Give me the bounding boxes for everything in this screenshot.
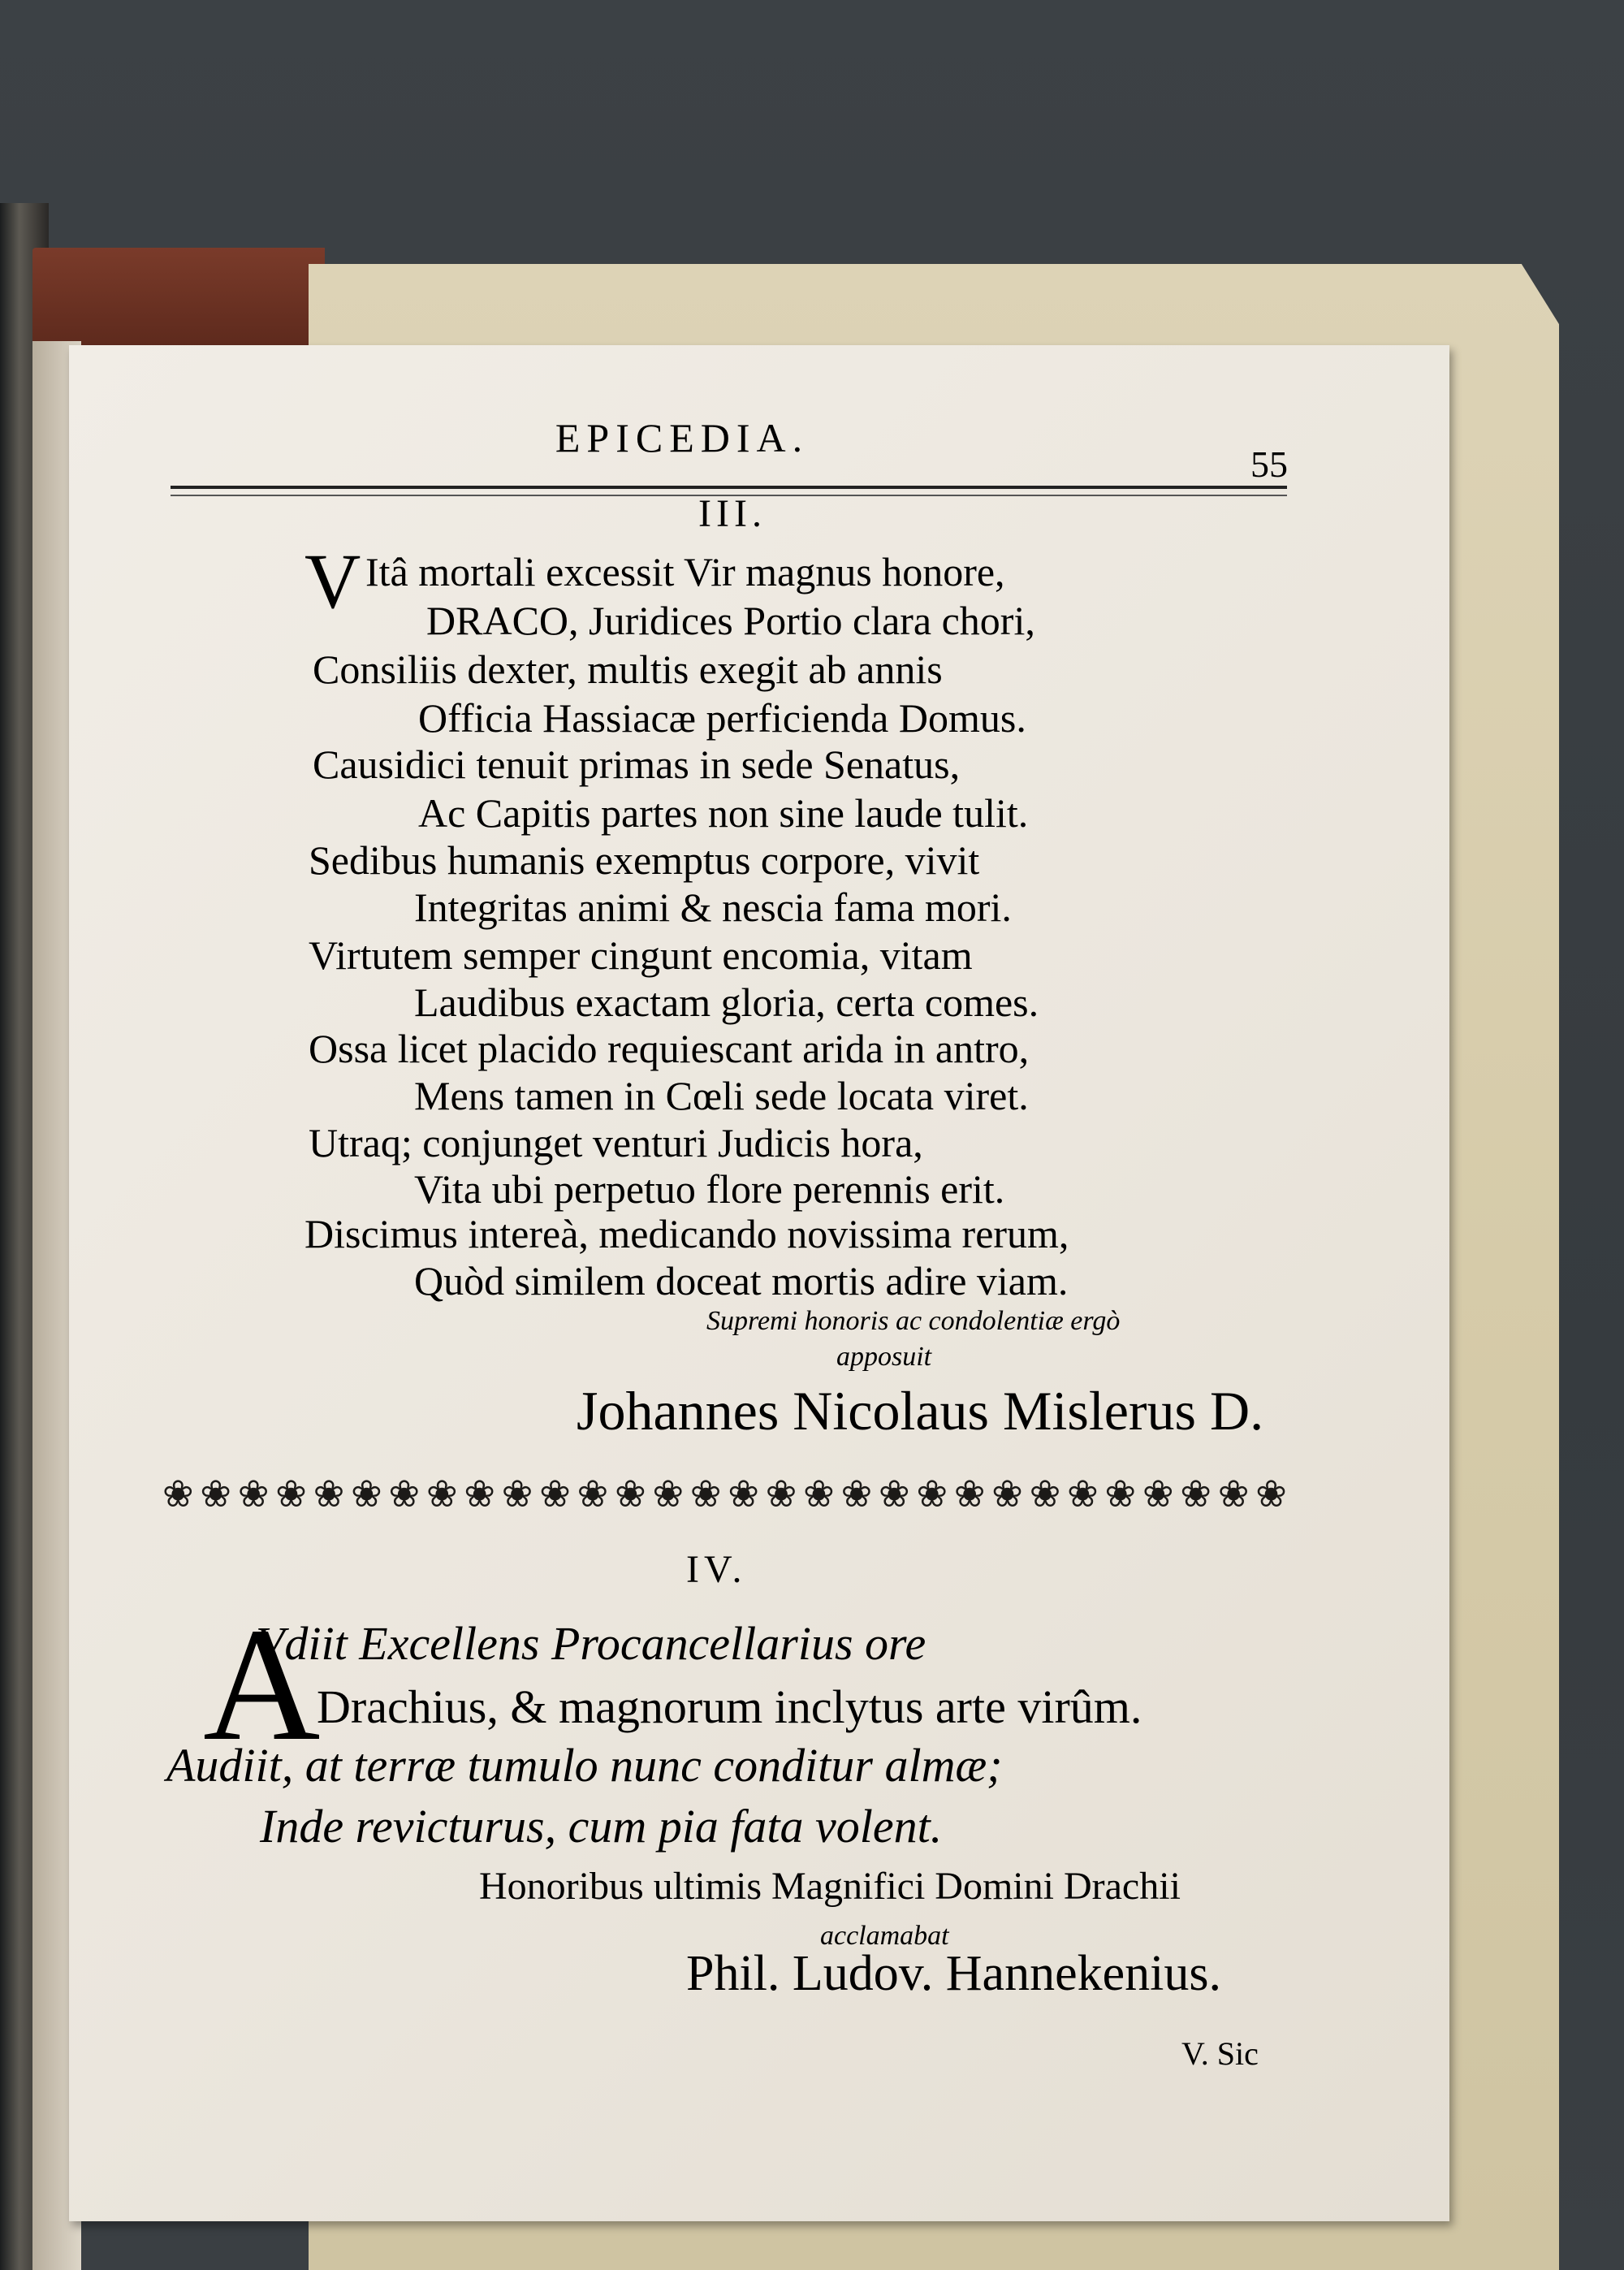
verse-line: Itâ mortali excessit Vir magnus honore, <box>365 549 1005 595</box>
verse-line: Audiit, at terræ tumulo nunc conditur almæ; <box>166 1739 1003 1792</box>
verse-line: Quòd similem doceat mortis adire viam. <box>414 1258 1069 1304</box>
verse-line: Sedibus humanis exemptus corpore, vivit <box>309 837 980 883</box>
verse-line: DRACO, Juridices Portio clara chori, <box>426 598 1035 643</box>
ornament-flower-icon: ❀ <box>539 1473 571 1515</box>
verse-line: Utraq; conjunget venturi Judicis hora, <box>309 1120 923 1165</box>
ornament-divider <box>162 1472 1287 1517</box>
verse-line: Discimus intereà, medicando novissima rerum, <box>304 1211 1069 1256</box>
drop-capital-v: V <box>304 538 361 625</box>
verse-line: Causidici tenuit primas in sede Senatus, <box>313 742 961 787</box>
ornament-flower-icon: ❀ <box>652 1473 685 1515</box>
verse-line: Vdiit Excellens Procancellarius ore <box>256 1617 926 1670</box>
ornament-flower-icon: ❀ <box>200 1473 231 1515</box>
verse-line: Inde revicturus, cum pia fata volent. <box>260 1800 943 1853</box>
ornament-flower-icon: ❀ <box>840 1473 873 1515</box>
ornament-flower-icon: ❀ <box>1029 1473 1061 1515</box>
dedication-text: apposuit <box>836 1342 932 1372</box>
ornament-flower-icon: ❀ <box>351 1473 382 1515</box>
catchword: V. Sic <box>1181 2035 1259 2072</box>
verse-line: Ossa licet placido requiescant arida in antro, <box>309 1026 1030 1071</box>
author-signature: Johannes Nicolaus Mislerus D. <box>577 1380 1264 1442</box>
verse-line: Officia Hassiacæ perficienda Domus. <box>418 695 1026 741</box>
verse-line: Ac Capitis partes non sine laude tulit. <box>418 790 1029 836</box>
verse-line: Mens tamen in Cœli sede locata viret. <box>414 1073 1029 1118</box>
ornament-flower-icon: ❀ <box>425 1473 458 1515</box>
ornament-flower-icon: ❀ <box>879 1473 910 1515</box>
ornament-flower-icon: ❀ <box>1217 1473 1250 1515</box>
ornament-flower-icon: ❀ <box>313 1473 345 1515</box>
dedication-text: Honoribus ultimis Magnifici Domini Drachii <box>479 1865 1181 1908</box>
ornament-flower-icon: ❀ <box>162 1473 194 1515</box>
ornament-flower-icon: ❀ <box>803 1473 835 1515</box>
ornament-flower-icon: ❀ <box>916 1473 948 1515</box>
drop-capital-a: A <box>203 1595 321 1775</box>
ornament-flower-icon: ❀ <box>577 1473 609 1515</box>
ornament-flower-icon: ❀ <box>991 1473 1023 1515</box>
ornament-flower-icon: ❀ <box>953 1473 986 1515</box>
ornament-flower-icon: ❀ <box>388 1473 421 1515</box>
verse-line: Virtutem semper cingunt encomia, vitam <box>309 932 973 978</box>
ornament-flower-icon: ❀ <box>689 1473 722 1515</box>
running-head: EPICEDIA. <box>555 415 810 460</box>
page-number: 55 <box>1250 443 1288 485</box>
ornament-flower-icon: ❀ <box>1104 1473 1137 1515</box>
ornament-flower-icon: ❀ <box>1180 1473 1212 1515</box>
verse-line: Laudibus exactam gloria, certa comes. <box>414 979 1039 1025</box>
ornament-flower-icon: ❀ <box>501 1473 533 1515</box>
dedication-text: Supremi honoris ac condolentiæ ergò <box>706 1306 1121 1336</box>
ornament-flower-icon: ❀ <box>275 1473 307 1515</box>
verse-line: Drachius, & magnorum inclytus arte virûm. <box>317 1680 1142 1733</box>
verse-line: Vita ubi perpetuo flore perennis erit. <box>414 1166 1005 1212</box>
verse-line: Consiliis dexter, multis exegit ab annis <box>313 646 943 692</box>
ornament-flower-icon: ❀ <box>237 1473 270 1515</box>
poem-number-4: IV. <box>686 1548 747 1591</box>
ornament-flower-icon: ❀ <box>728 1473 759 1515</box>
ornament-flower-icon: ❀ <box>1142 1473 1174 1515</box>
ornament-flower-icon: ❀ <box>1067 1473 1099 1515</box>
ornament-flower-icon: ❀ <box>615 1473 646 1515</box>
author-signature: Phil. Ludov. Hannekenius. <box>686 1946 1221 2001</box>
ornament-flower-icon: ❀ <box>464 1473 495 1515</box>
poem-number-3: III. <box>698 492 767 535</box>
ornament-flower-icon: ❀ <box>1255 1473 1287 1515</box>
leather-binding-edge <box>32 248 325 345</box>
verse-line: Integritas animi & nescia fama mori. <box>414 884 1012 930</box>
ornament-flower-icon: ❀ <box>765 1473 797 1515</box>
dedication-text: acclamabat <box>820 1921 949 1951</box>
